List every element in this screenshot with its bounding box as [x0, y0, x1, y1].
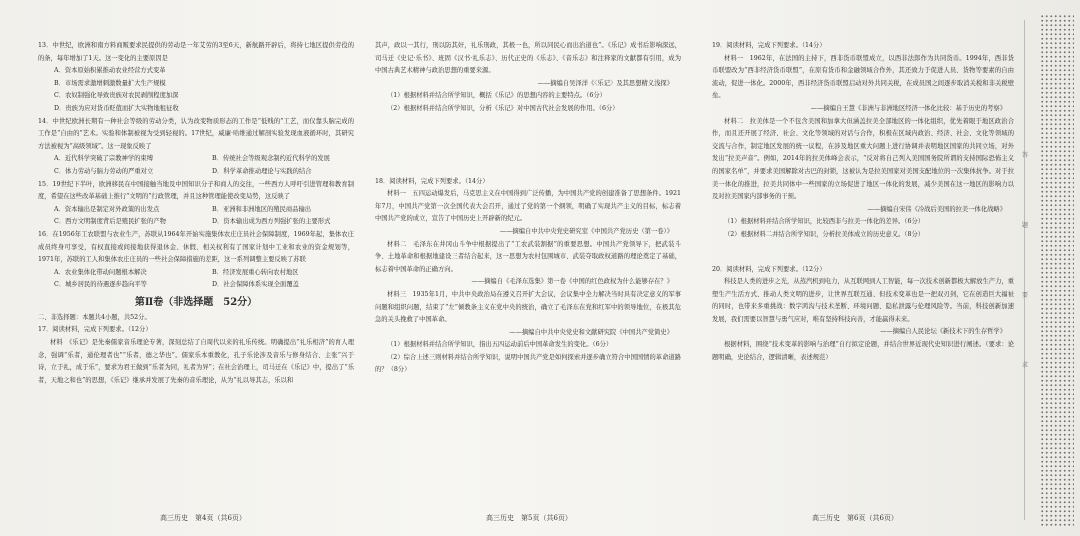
q19-source-2: ——摘编自宋伟《冷战后美国的拉美一体化战略》 [867, 205, 1006, 213]
q18-part-1: （1）根据材料并结合所学知识，指出五四运动前后中国革命发生的变化。（6分） [387, 341, 613, 349]
q17-material-continued: 其声，政以一其行，刑以防其奸，礼乐刑政，其极一也，所以同民心而出治道也”。《乐记》成书后影响深远，司马迁《史记·乐书》、班固《汉书·礼乐志》、历代正史的《乐志》、《音乐志》和注释家的文献都有引用，成为中国古典艺术精神与政治思想的重要来源。 [375, 42, 681, 75]
q15-option-a: A．资本输出是制定对外政策的出发点 [54, 205, 160, 213]
q17-part-2: （2）根据材料并结合所学知识，分析《乐记》对中国古代社会发展的作用。（6分） [387, 104, 619, 112]
q13-option-a: A．资本原始积累推动农业经营方式变革 [54, 67, 166, 75]
q15-options-row-2 [38, 216, 354, 229]
q17-part-1: （1）根据材料并结合所学知识，概括《乐记》的思想内容的主要特点。（6分） [387, 92, 606, 100]
q16-option-b: B．经济发展重心转向农村地区 [212, 268, 299, 276]
q18-material-2: 材料二 毛泽东在井冈山斗争中根据提出了“工农武装割据”的重要思想。中国共产党领导下，把武装斗争、土地革命和根据地建设三者结合起来，这一思想为农村包围城市、武装夺取政权道路的理论奠定了基础，标志着中国革命的正确方向。 [375, 240, 681, 273]
q16-stem: 16．在1956年工农联盟与农业生产，苏联从1964年开始实施集体农庄庄员社会保障制度，1969年起，集体农庄成员终身可享受，有权直接或间接地获得退休金、休假、相关权利有了国家计划中工业和农业的资金规划等，1971年，苏联的工人和集体农庄庄员的一些社会保障措施的差距，这一系列调整主要反映了苏联 [38, 230, 354, 264]
answer-space [375, 146, 681, 176]
q15-options-row-1 [38, 204, 354, 217]
q19-part-1: （1）根据材料并结合所学知识，比较西非与拉美一体化的差异。（6分） [724, 218, 925, 226]
side-label: 要 [1022, 292, 1029, 299]
page-footer-5: 高三历史 第5页（共6页） [486, 514, 572, 522]
page-6-column [712, 40, 1014, 364]
q15-stem: 15．19世纪下半叶，欧洲移民在中国接触当地及中国知识分子和商人的交往，一些西方人呼吁引进管理和教育制度，希望在这些改革基础上推行“文明的”行政管理，并且这种管理能使改变局势，这反映了 [38, 180, 354, 201]
q19-material-2: 材料二 拉美体是一个不包含美国和加拿大但涵盖拉美全部地区的一体化组织，优先着眼于地区政治合作，而且还开展了经济、社会、文化等领域的对话与合作，积极在区域内政治、经济、社会、文化等领域的交流与合作，制定地区发展的统一议程，在涉及地区重大问题上进行协调并表明地区国家的共同立场，对外发出“拉美声音”。例如，2014年的拉美体峰会表示，“反对将自己列入美国国务院所谓的支持国际恐怖主义的国家名单”，并要求美国解除对古巴的封锁，这被认为是拉美国家对美国支配地位的一次集体抗争。对于拉美一体化的推进，拉美共同体中一些国家的立场促进了地区一体化的发展，减少美国在这一地区的影响力以及对拉美国家内部事务的干预。 [712, 117, 1014, 201]
side-label: 题 [1022, 222, 1029, 229]
q17-heading: 17．阅读材料，完成下列要求。（12分） [38, 326, 152, 334]
page-footer-4: 高三历史 第4页（共6页） [160, 514, 246, 522]
q14-options-row-1 [38, 153, 354, 166]
q18-heading: 18．阅读材料，完成下列要求。（14分） [375, 177, 489, 185]
q13-option-c: C．农奴制强化导致贵族对农民剥削程度加深 [54, 92, 179, 100]
q19-part-2: （2）根据材料二并结合所学知识，分析拉美体成立的历史意义。（8分） [724, 230, 925, 238]
page-4-column [38, 40, 354, 387]
q14-stem: 14．中世纪欧洲长期有一种社会等级的劳动分类，认为改变物质形态的工作是“低贱的”工艺，而仅靠头脑完成的工作是“自由的”艺术。实验和体制被视为受到轻视的。17世纪，威廉·哈维通过解剖实验发现血液循环时，其研究方法被视为“高级领域”。这一现象反映了 [38, 117, 354, 150]
q19-source-1: ——摘编自王慧《非洲与非洲地区经济一体化比较：基于历史的考察》 [810, 104, 1006, 112]
binding-dot-pattern [1040, 14, 1074, 526]
answer-space [375, 116, 681, 146]
q14-option-a: A．近代科学突破了宗教神学的束缚 [54, 155, 154, 163]
page-footer-6: 高三历史 第6页（共6页） [812, 514, 898, 522]
q19-material-1: 材料一 1962年，在法国的主持下，西非货币联盟成立，以西非法郎作为共同货币。1994年，西非货币联盟改为“西非经济货币联盟”，在原有货币和金融领域合作外，其还致力于促进人员、货物等要素的自由流动，促进一体化。2000年，西非经济货币联盟启动对外共同关税，在成员国之间逐步取消关税和非关税壁垒。 [712, 54, 1014, 100]
q18-source-2: ——摘编自《毛泽东选集》第一卷《中国的红色政权为什么能够存在？》 [471, 278, 673, 286]
q14-options-row-2 [38, 166, 354, 179]
q13-stem: 13．中世纪，欧洲和南方料商贩要求民提供的劳动是一年艾劳的3至6天，新航路开辟后，将持七地区提供劳役的的条，每年增加了1天。这一变化的主要原因是 [38, 42, 354, 62]
q16-options-row-2 [38, 279, 354, 292]
q14-option-d: D．科学革命推动理论与实践的结合 [212, 167, 312, 175]
q18-source-1: ——摘编自中共中央党史研究室《中国共产党历史（第一卷）》 [499, 227, 673, 235]
q15-option-c: C．西方文明制度背后是殖民扩张的产物 [54, 218, 166, 226]
q14-option-c: C．体力劳动与脑力劳动的严重对立 [54, 167, 154, 175]
q16-options-row-1 [38, 267, 354, 280]
q16-option-d: D．社会保障体系实现全面覆盖 [212, 281, 299, 289]
binding-line [1024, 20, 1025, 520]
q13-option-b: B．市场需求激增刺激数量扩大生产规模 [54, 79, 166, 87]
section-instructions: 二、非选择题：本题共4小题，共52分。 [38, 313, 151, 321]
q15-option-b: B．亚洲和非洲地区的殖民商品输出 [212, 205, 312, 213]
side-label: 求 [1022, 362, 1029, 369]
q20-requirement: 根据材料，围绕“技术变革的影响与治理”自行拟定论题，并结合世界近现代史知识进行阐述。（要求：论题明确，史论结合，逻辑清晰，表述规范） [712, 341, 1014, 361]
page-5-column [375, 40, 681, 377]
q18-part-2: （2）综合上述三则材料并结合所学知识，说明中国共产党是如何探索并逐步确立符合中国国情的革命道路的？（8分） [375, 353, 681, 374]
section-title: 第Ⅱ卷（非选择题 52分） [134, 296, 258, 308]
answer-space [712, 242, 1014, 264]
q20-material: 科技是人类的进步之光，从蒸汽机到电力，从互联网到人工智能，每一次技术创新都极大解放生产力，重塑生产生活方式、推动人类文明的进步，让世界互联互通、但技术变革也是一把双刃剑，它在创造巨大福祉的同时，也带来多重挑战：数字鸿沟与技术垄断、环境问题、隐私泄露与伦理风险等。当前，科技创新加速发展，我们需要以智慧与勇气应对，唯有坚持科技向善，才能赢得未来。 [712, 278, 1014, 323]
q17-material: 材料 《乐记》是先秦儒家音乐理论专著，深刻总结了自周代以来的礼乐传统。明确提出“礼乐相济”的育人理念，强调“乐者，通伦理者也”“乐者，德之华也”。儒家乐本重教化，孔子乐论涉及音乐与修身结合、主张“兴于诗，立于礼，成于乐”，要求为君王做到“乐者为同，礼者为异”；在社会治理上，司马迁在《乐记》中，提出了“乐者，天地之和也”的思想，《乐记》继承并发展了先秦的音乐理论，从为“礼以导其志，乐以和 [38, 339, 354, 384]
q16-option-c: C．城乡居民的待遇逐步趋向平等 [54, 281, 147, 289]
q13-option-d: D．贵族为应对货币贬值而扩大实物地租征收 [54, 104, 179, 112]
q16-option-a: A．农业集体化带动问题根本解决 [54, 268, 147, 276]
side-label: 答 [1022, 152, 1029, 159]
q15-option-d: D．资本输出成为西方列强扩张的主要形式 [212, 218, 331, 226]
q17-source: ——摘编自吴泽洋《〈乐记〉及其思想精义浅探》 [537, 79, 673, 87]
q20-source: ——摘编自人民论坛《新技术下的生存哲学》 [880, 328, 1006, 336]
q19-heading: 19．阅读材料，完成下列要求。（14分） [712, 42, 826, 49]
q14-option-b: B．传统社会等级观念制约近代科学的发展 [212, 155, 330, 163]
q18-source-3: ——摘编自中共中央党史和文献研究院《中国共产党简史》 [509, 328, 673, 336]
q18-material-3: 材料三 1935年1月，中共中央政治局在遵义召开扩大会议，会议集中全力解决当时具有决定意义的军事问题和组织问题，结束了“左”倾教条主义在党中央的统治，确立了毛泽东在党和红军中的领导地位，在极其危急的关头挽救了中国革命。 [375, 290, 681, 324]
q18-material-1: 材料一 五四运动爆发后，马克思主义在中国得到广泛传播，为中国共产党的创建准备了思想条件。1921年7月，中国共产党第一次全国代表大会召开，通过了党的第一个纲领，明确了实现共产主义的目标，标志着中国共产党的成立，宣告了中国历史上开辟新的纪元。 [375, 190, 681, 223]
q20-heading: 20．阅读材料，完成下列要求。（12分） [712, 265, 826, 273]
